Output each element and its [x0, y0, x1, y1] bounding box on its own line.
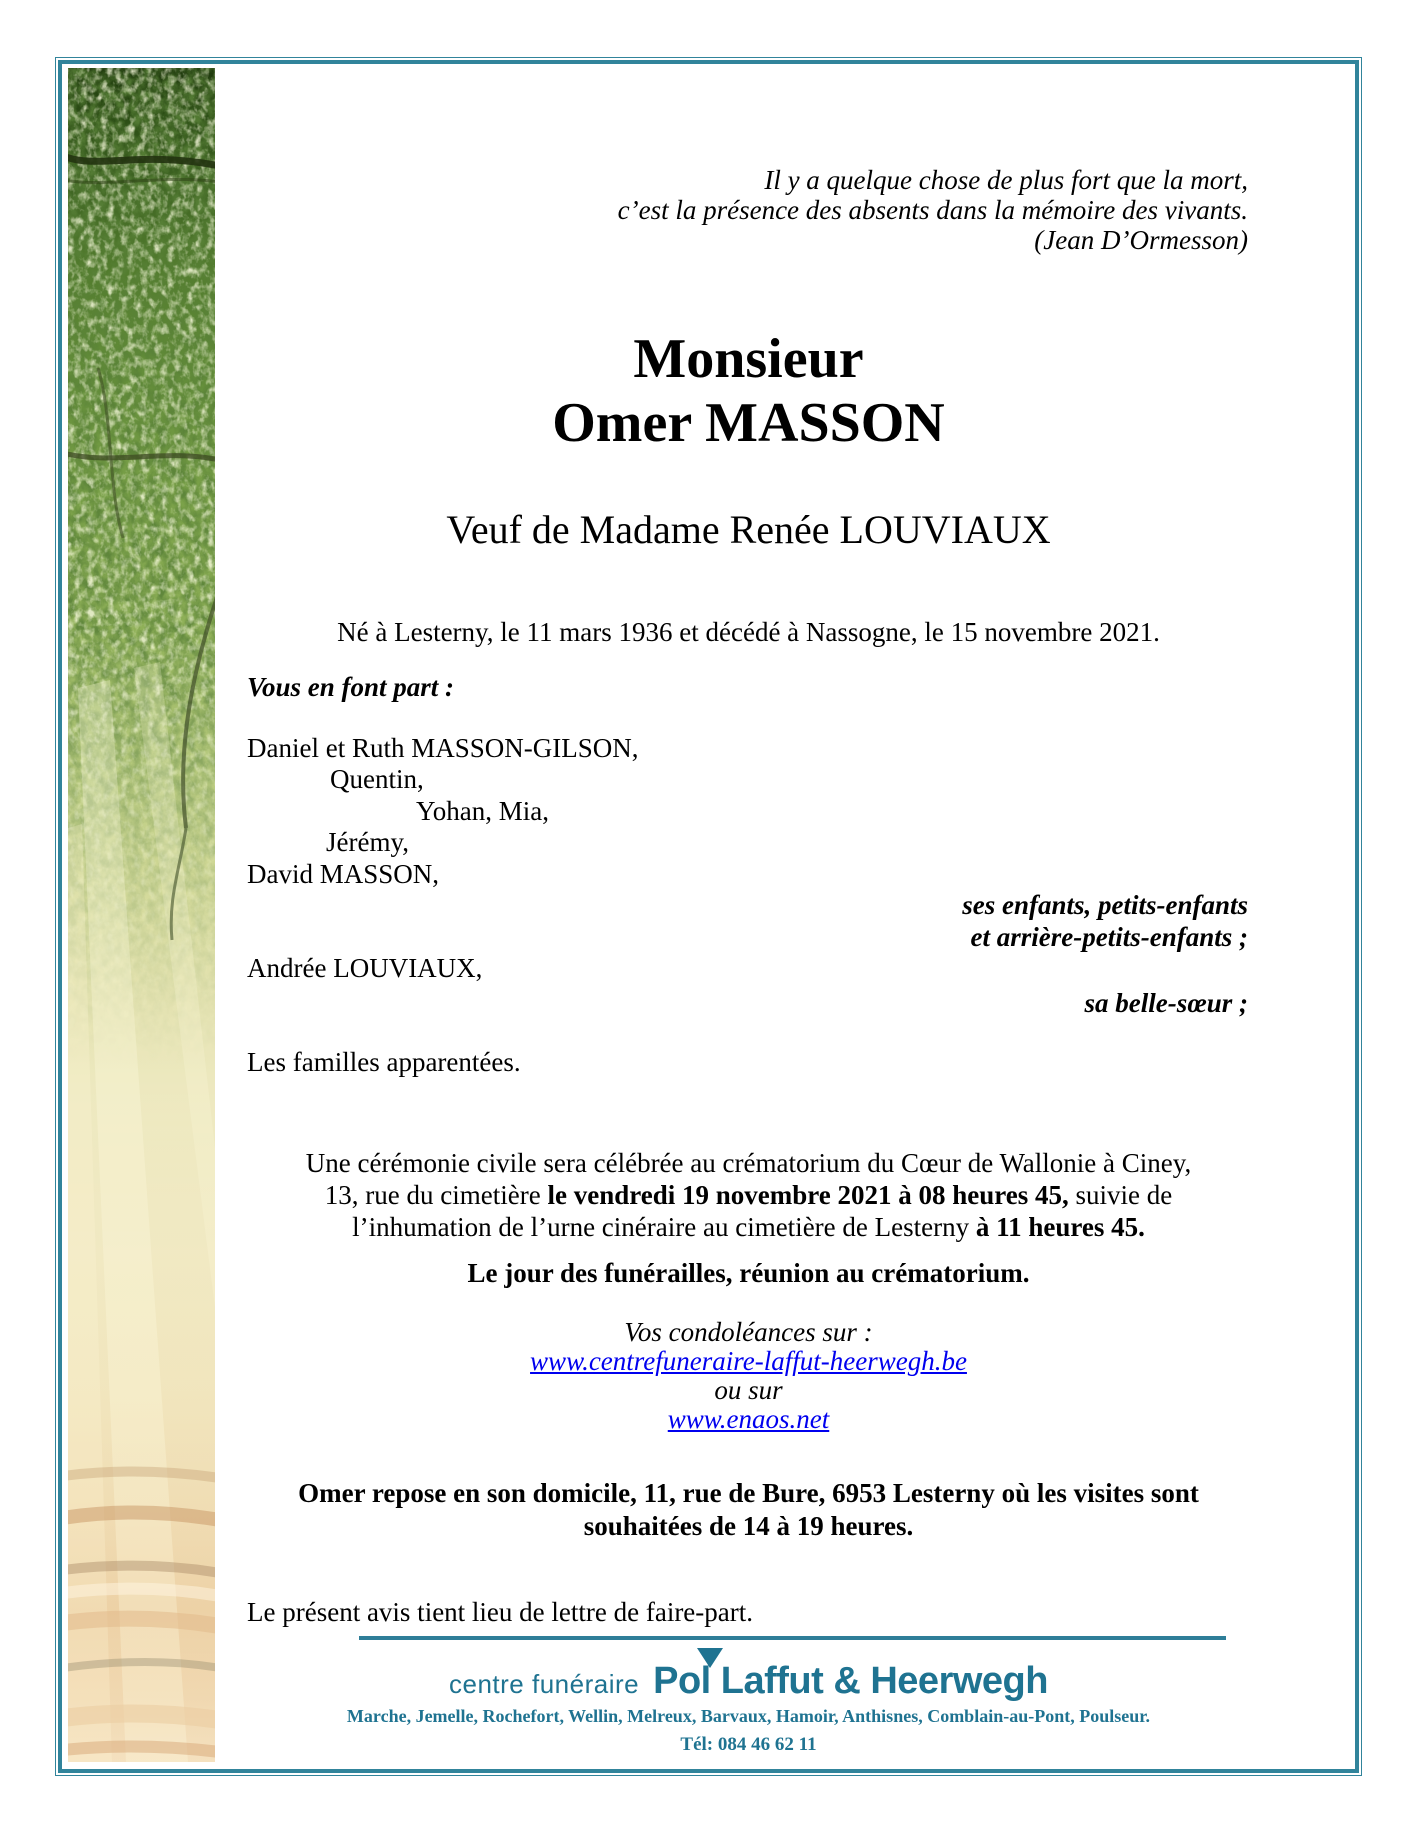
visits-line-2: souhaitées de 14 à 19 heures.: [583, 1511, 914, 1541]
footer-divider: [359, 1636, 1226, 1640]
ceremony-line-2: [247, 1179, 1250, 1211]
family-line: Jérémy,: [326, 827, 409, 858]
related-families-line: Les familles apparentées.: [247, 1047, 521, 1077]
family-list: [247, 733, 639, 890]
ceremony-line-1: Une cérémonie civile sera célébrée au crématorium du Cœur de Wallonie à Ciney,: [305, 1148, 1192, 1178]
footer-phone: Tél: 084 46 62 11: [680, 1734, 817, 1755]
ceremony-line-3: [247, 1211, 1250, 1243]
condolence-link-funeral-home[interactable]: www.centrefuneraire-laffut-heerwegh.be: [530, 1346, 967, 1376]
birth-death-line: Né à Lesterny, le 11 mars 1936 et décédé à Nassogne, le 15 novembre 2021.: [337, 617, 1160, 647]
deceased-name: Omer MASSON: [552, 392, 945, 454]
forest-path-photo: [68, 68, 215, 1762]
visits-block: [247, 1477, 1250, 1543]
brand-name: Pol Laffut & Heerwegh: [653, 1660, 1048, 1702]
brand-triangle-icon: [697, 1648, 723, 1668]
visits-line-1: Omer repose en son domicile, 11, rue de Bure, 6953 Lesterny où les visites sont: [298, 1478, 1199, 1508]
condolences-block: [247, 1318, 1250, 1434]
announcement-content: [247, 0, 1250, 1833]
quote-line-1: Il y a quelque chose de plus fort que la mort,: [764, 165, 1248, 195]
ceremony-line-2-text: 13, rue du cimetière: [324, 1180, 548, 1210]
sister-in-law-name: Andrée LOUVIAUX,: [247, 953, 483, 983]
burial-time: à 11 heures 45.: [975, 1212, 1145, 1242]
quote-attribution: (Jean D’Ormesson): [1034, 225, 1248, 255]
funeral-home-logo: [247, 1662, 1250, 1700]
family-line: Quentin,: [330, 764, 424, 795]
condolence-link-enaos[interactable]: www.enaos.net: [667, 1404, 830, 1434]
ceremony-details: [247, 1147, 1250, 1243]
forest-path-illustration: [68, 68, 215, 1762]
ceremony-date-time: le vendredi 19 novembre 2021 à 08 heures 45,: [547, 1180, 1069, 1210]
children-role-line-1: ses enfants, petits-enfants: [962, 890, 1248, 920]
family-line: David MASSON,: [247, 858, 440, 889]
deceased-title: [247, 327, 1250, 455]
salutation: Monsieur: [633, 328, 864, 390]
widower-line: Veuf de Madame Renée LOUVIAUX: [446, 507, 1051, 552]
sister-in-law-role: sa belle-sœur ;: [1084, 988, 1248, 1018]
footer-locations: Marche, Jemelle, Rochefort, Wellin, Melreux, Barvaux, Hamoir, Anthisnes, Comblain-au-Pont, Poulseur.: [346, 1706, 1151, 1726]
children-role: [962, 889, 1248, 953]
family-line: Daniel et Ruth MASSON-GILSON,: [247, 733, 639, 763]
meeting-line: Le jour des funérailles, réunion au crématorium.: [467, 1258, 1030, 1288]
quote-line-2: c’est la présence des absents dans la mémoire des vivants.: [617, 195, 1248, 225]
brand-prefix: centre funéraire: [449, 1669, 640, 1699]
opening-quote: [618, 165, 1248, 255]
announced-by-heading: Vous en font part :: [247, 672, 455, 702]
children-role-line-2: et arrière-petits-enfants ;: [970, 922, 1248, 952]
family-line: Yohan, Mia,: [416, 795, 550, 826]
condolences-or-label: ou sur: [714, 1375, 783, 1405]
notice-line: Le présent avis tient lieu de lettre de faire-part.: [247, 1597, 754, 1627]
ceremony-line-2-suffix: suivie de: [1068, 1180, 1173, 1210]
ceremony-line-3-text: l’inhumation de l’urne cinéraire au cimetière de Lesterny: [352, 1212, 976, 1242]
condolences-label: Vos condoléances sur :: [624, 1317, 873, 1347]
